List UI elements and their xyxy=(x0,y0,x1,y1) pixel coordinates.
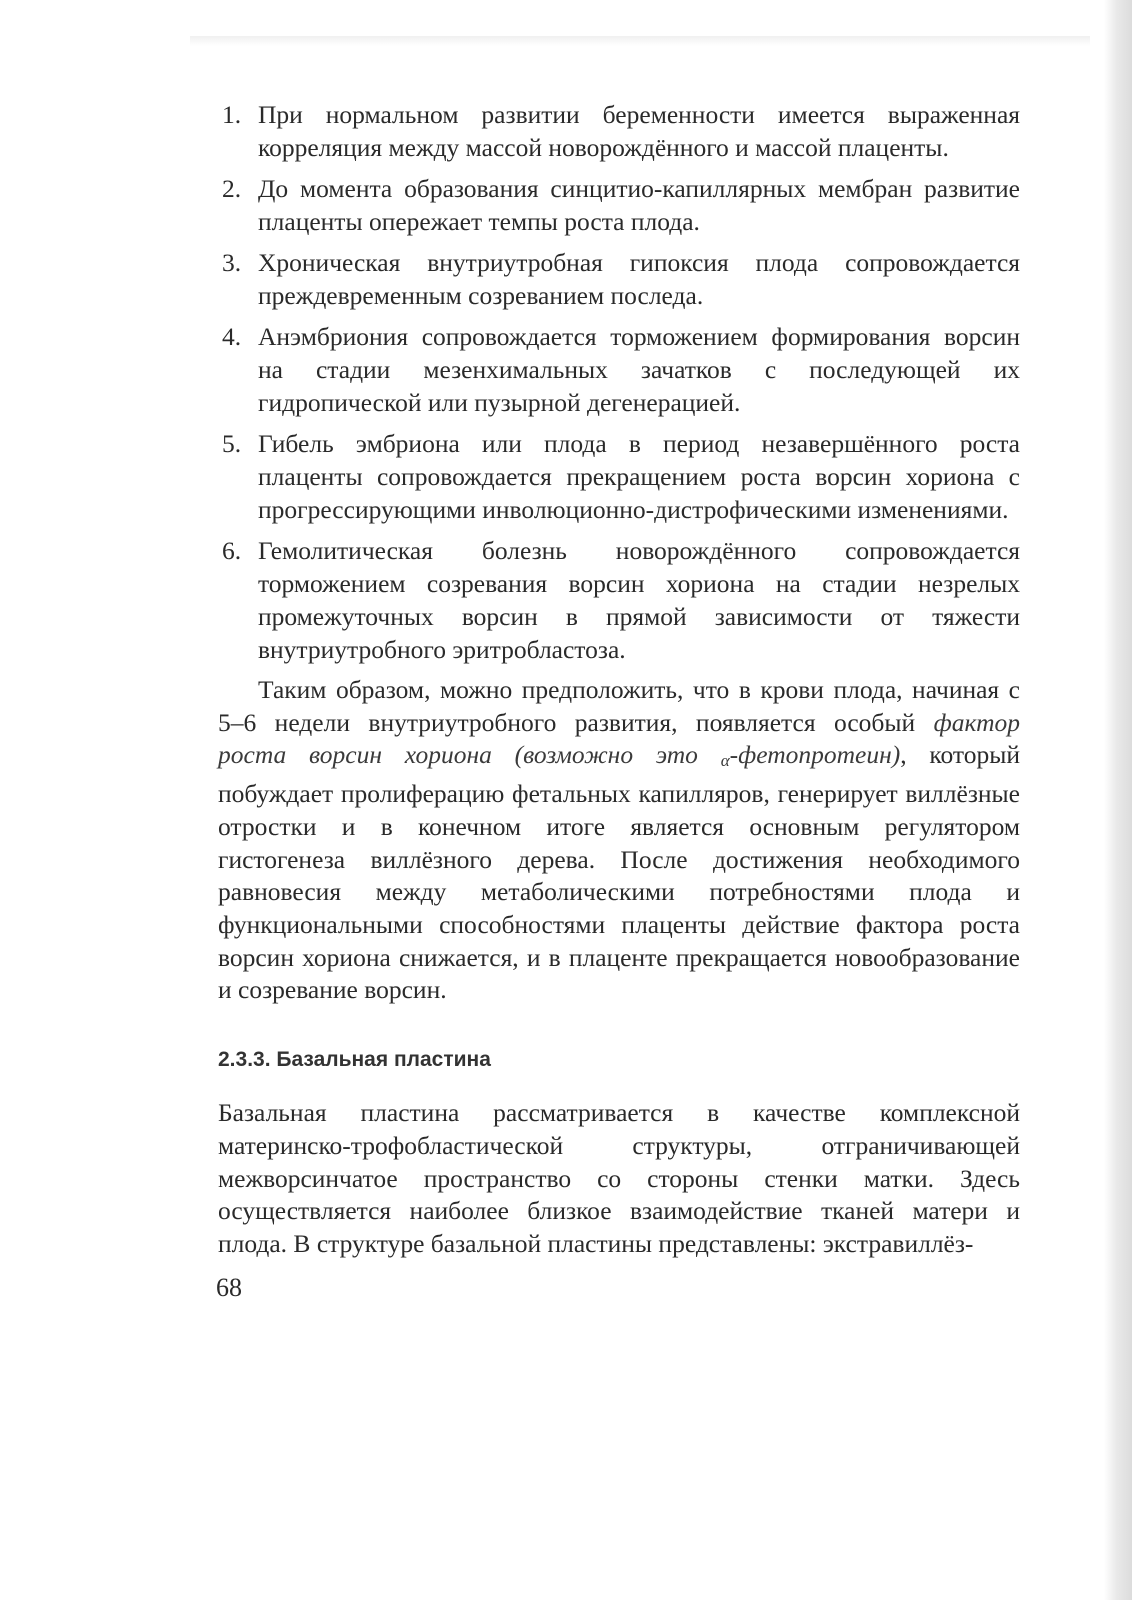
page-number: 68 xyxy=(216,1273,242,1302)
list-item-text: Гибель эмбриона или плода в период незавершённого роста плаценты сопровождается прекращением роста ворсин хориона с прогрессирующими инволюционно-дистрофическими изменениями. xyxy=(258,429,1020,524)
alpha-symbol: α xyxy=(720,751,730,771)
paragraph-text-start: Таким образом, можно предположить, что в крови плода, начиная с 5–6 недели внутриутробного развития, появляется особый xyxy=(218,675,1020,737)
scan-shadow-right xyxy=(1104,0,1132,1600)
list-item-text: Хроническая внутриутробная гипоксия плода сопровождается преждевременным созреванием последа. xyxy=(258,248,1020,310)
list-item xyxy=(218,320,1020,419)
list-item xyxy=(218,246,1020,312)
list-item xyxy=(218,172,1020,238)
list-item-text: Гемолитическая болезнь новорождённого сопровождается торможением созревания ворсин хориона на стадии незрелых промежуточных ворсин в прямой зависимости от тяжести внутриутробного эритробластоза. xyxy=(258,536,1020,664)
list-item-text: До момента образования синцитио-капиллярных мембран развитие плаценты опережает темпы роста плода. xyxy=(258,174,1020,236)
body-paragraph xyxy=(218,674,1020,1007)
list-item-number: 5. xyxy=(222,429,242,458)
list-item xyxy=(218,427,1020,526)
list-item-text: Анэмбриония сопровождается торможением формирования ворсин на стадии мезенхимальных зачатков с последующей их гидропической или пузырной дегенерацией. xyxy=(258,322,1020,417)
italic-term-part1: фактор роста ворсин хориона (возможно это xyxy=(218,707,1020,770)
page-body xyxy=(218,98,1020,1261)
list-item xyxy=(218,98,1020,164)
section-heading: 2.3.3. Базальная пластина xyxy=(218,1048,491,1072)
scan-shadow-top xyxy=(190,36,1090,46)
list-item-text: При нормальном развитии беременности имеется выраженная корреляция между массой новорождённого и массой плаценты. xyxy=(258,100,1020,162)
list-item-number: 2. xyxy=(222,174,242,203)
list-item-number: 3. xyxy=(222,248,242,277)
paragraph-text-end: , который побуждает пролиферацию фетальных капилляров, генерирует виллёзные отростки и в конечном итоге является основным регулятором гистогенеза виллёзного дерева. После достижения необходимого равновесия между метаболическими потребностями плода и функциональными способностями плаценты действие фактора роста ворсин хориона снижается, и в плаценте прекращается новообразование и созревание ворсин. xyxy=(218,740,1020,1005)
list-item-number: 1. xyxy=(222,100,242,129)
numbered-list xyxy=(218,98,1020,666)
list-item-number: 6. xyxy=(222,536,242,565)
italic-term-part2: -фетопротеин) xyxy=(729,740,901,770)
list-item xyxy=(218,534,1020,666)
list-item-number: 4. xyxy=(222,322,242,351)
section-paragraph: Базальная пластина рассматривается в качестве комплексной материнско-трофобластической структуры, отграничивающей межворсинчатое пространство со стороны стенки матки. Здесь осуществляется наиболее близкое взаимодействие тканей матери и плода. В структуре базальной пластины представлены: экстравиллёз- xyxy=(218,1098,1020,1259)
